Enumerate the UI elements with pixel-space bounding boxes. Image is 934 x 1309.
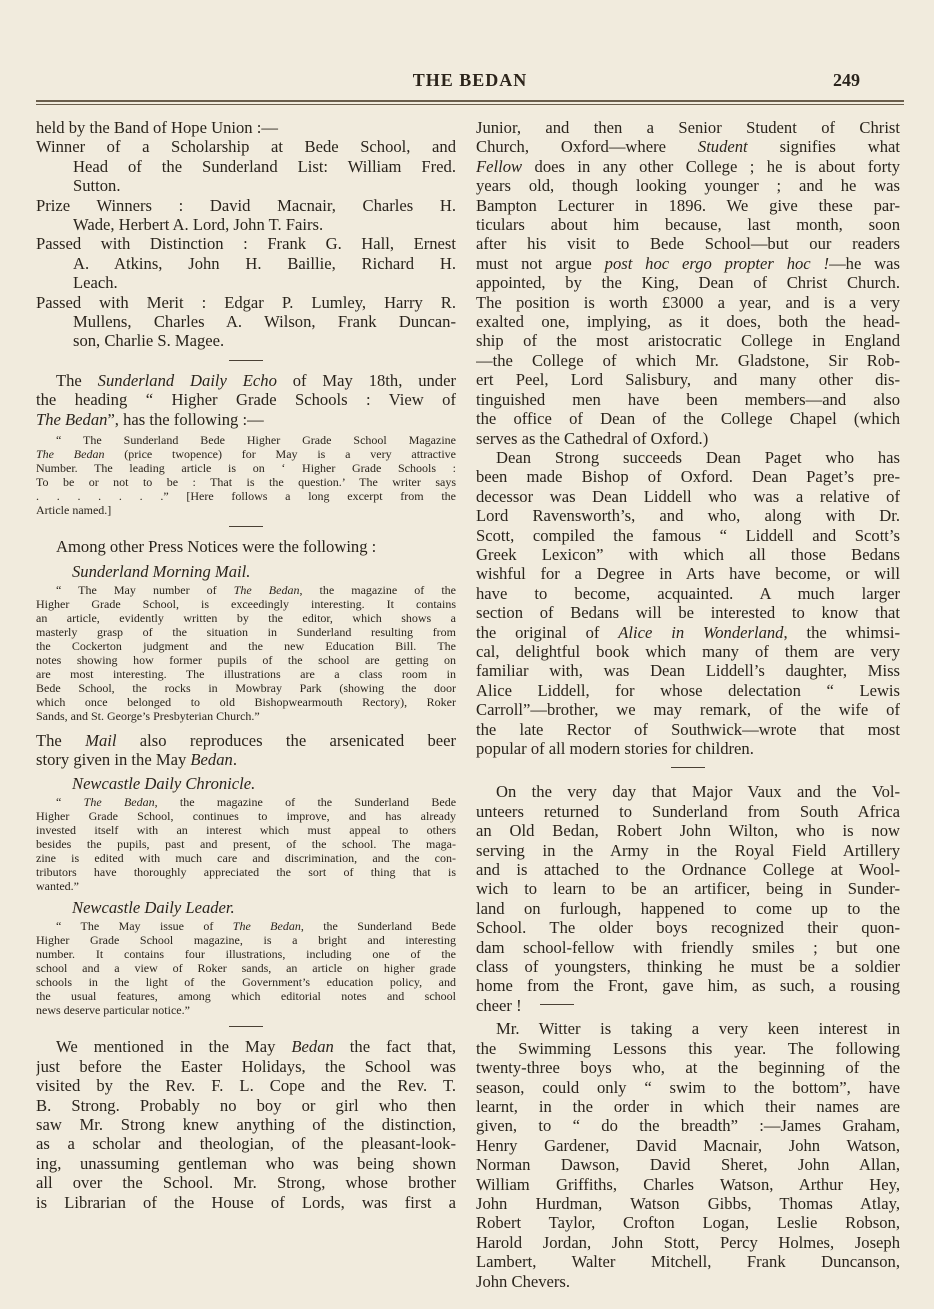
- text-line: notes showing how former pupils of the school are getting on: [36, 652, 456, 667]
- text-line: Robert Taylor, Crofton Logan, Leslie Robson,: [476, 1213, 900, 1233]
- text-line: ing, unassuming gentleman who was being shown: [36, 1153, 456, 1173]
- list-item: [36, 234, 456, 292]
- text-line: Dean Strong succeeds Dean Paget who has: [496, 447, 900, 467]
- text-line: “ The Bedan, the magazine of the Sunderland Bede: [56, 795, 456, 810]
- strong-continued: [476, 118, 900, 448]
- text-line: On the very day that Major Vaux and the Vol-: [496, 782, 900, 802]
- text-line: Winner of a Scholarship at Bede School, and: [36, 137, 456, 157]
- text-line: “ The May number of The Bedan, the magazine of the: [56, 582, 456, 597]
- strong-paragraph: [36, 1037, 456, 1212]
- text-line: A. Atkins, John H. Baillie, Richard H.: [73, 253, 456, 273]
- text-line: ticulars about him because, last month, soon: [476, 215, 900, 235]
- paget-paragraph: [476, 448, 900, 759]
- mail-paragraph: [36, 731, 456, 770]
- chronicle-heading: Newcastle Daily Chronicle.: [72, 774, 256, 794]
- text-line: Harold Jordan, John Stott, Percy Holmes, Joseph: [476, 1232, 900, 1252]
- text-line: Wade, Herbert A. Lord, John T. Fairs.: [73, 215, 324, 235]
- leader-heading: Newcastle Daily Leader.: [72, 898, 235, 918]
- morning-mail-heading: Sunderland Morning Mail.: [72, 561, 251, 581]
- text-line: Fellow does in any other College ; he is about forty: [476, 156, 900, 176]
- text-line: visited by the Rev. F. L. Cope and the Rev. T.: [36, 1076, 456, 1096]
- text-line: the original of Alice in Wonderland, the whimsi-: [476, 622, 900, 642]
- page-number: 249: [833, 70, 860, 90]
- text-line: Norman Dawson, David Sheret, John Allan,: [476, 1155, 900, 1175]
- text-line: just before the Easter Holidays, the School was: [36, 1056, 456, 1076]
- text-line: Prize Winners : David Macnair, Charles H.: [36, 195, 456, 215]
- text-line: John Hurdman, Watson Gibbs, Thomas Atlay,: [476, 1193, 900, 1213]
- text-line: besides the pupils, past and present, of the school. The maga-: [36, 837, 456, 852]
- text-line: and is attached to the Ordnance College at Wool-: [476, 860, 900, 880]
- text-line: the Cockerton judgment and the new Education Bill. The: [36, 638, 456, 653]
- text-line: Passed with Merit : Edgar P. Lumley, Harry R.: [36, 292, 456, 312]
- section-divider: [229, 1026, 263, 1027]
- text-line: news deserve particular notice.”: [36, 1003, 190, 1018]
- text-line: The position is worth £3000 a year, and is a very: [476, 292, 900, 312]
- text-line: have to become, acquainted. A much larger: [476, 583, 900, 603]
- text-line: Lambert, Walter Mitchell, Frank Duncanson,: [476, 1252, 900, 1272]
- text-line: B. Strong. Probably no boy or girl who then: [36, 1095, 456, 1115]
- text-line: Church, Oxford—where Student signifies what: [476, 137, 900, 157]
- left-column: [36, 118, 456, 1212]
- text-line: wich to learn to be an artificer, being in Sunder-: [476, 879, 900, 899]
- text-line: learnt, in the order in which their names are: [476, 1096, 900, 1116]
- swim-paragraph: [476, 1019, 900, 1291]
- text-line: Carroll”—brother, we may remark, of the wife of: [476, 700, 900, 720]
- morning-mail-quote: [36, 583, 456, 723]
- text-line: schools in the light of the Government’s education policy, and: [36, 975, 456, 990]
- text-line: The Mail also reproduces the arsenicated beer: [36, 730, 456, 750]
- text-line: Alice Liddell, for whose delectation “ Lewis: [476, 680, 900, 700]
- list-item: [36, 196, 456, 235]
- text-line: Bampton Lecturer in 1896. We give these par-: [476, 195, 900, 215]
- text-line: tinguished men have been members—and also: [476, 389, 900, 409]
- press-intro: Among other Press Notices were the following :: [56, 537, 377, 557]
- text-line: all over the School. Mr. Strong, whose brother: [36, 1173, 456, 1193]
- text-line: School. The older boys recognized their quon-: [476, 918, 900, 938]
- text-line: cal, delightful book which many of them are very: [476, 641, 900, 661]
- text-line: Mr. Witter is taking a very keen interest in: [496, 1019, 900, 1039]
- text-line: saw Mr. Strong knew anything of the distinction,: [36, 1114, 456, 1134]
- text-line: serving in the Army in the Royal Field Artillery: [476, 840, 900, 860]
- text-line: Sutton.: [73, 176, 121, 196]
- list-item: [36, 293, 456, 351]
- wilton-paragraph: [476, 782, 900, 995]
- list-item: [36, 137, 456, 195]
- text-line: must not argue post hoc ergo propter hoc !—he was: [476, 253, 900, 273]
- text-line: which once belonged to old Bishopwearmouth Rectory), Roker: [36, 694, 456, 709]
- text-line: Mullens, Charles A. Wilson, Frank Duncan-: [73, 312, 456, 332]
- text-line: section of Bedans will be interested to know that: [476, 603, 900, 623]
- text-line: Bede School, the rocks in Mowbray Park (showing the door: [36, 680, 456, 695]
- section-divider: [229, 526, 263, 527]
- section-divider: [671, 767, 705, 768]
- text-line: Scott, compiled the famous “ Liddell and Scott’s: [476, 525, 900, 545]
- text-line: exalted one, implying, as it does, both the head-: [476, 312, 900, 332]
- text-line: Leach.: [73, 273, 118, 293]
- text-line: an article, evidently written by the editor, which shows a: [36, 610, 456, 625]
- text-line: decessor was Dean Liddell who was a relative of: [476, 486, 900, 506]
- text-line: “ The Sunderland Bede Higher Grade School Magazine: [56, 433, 456, 448]
- header-rule: [36, 100, 904, 102]
- text-line: is Librarian of the House of Lords, was first a: [36, 1192, 456, 1212]
- text-line: the usual features, among which editorial notes and school: [36, 989, 456, 1004]
- text-line: twenty-three boys who, at the beginning of the: [476, 1058, 900, 1078]
- header-rule-thin: [36, 104, 904, 105]
- section-divider: [229, 360, 263, 361]
- page-header: [36, 66, 904, 96]
- list-intro: held by the Band of Hope Union :—: [36, 118, 278, 137]
- text-line: Lord Ravensworth’s, and who, along with Dr.: [476, 506, 900, 526]
- text-line: We mentioned in the May Bedan the fact that,: [56, 1037, 456, 1057]
- text-line: The Bedan (price twopence) for May is a very attractive: [36, 447, 456, 462]
- text-line: “ The May issue of The Bedan, the Sunderland Bede: [56, 919, 456, 934]
- echo-quote: [36, 433, 456, 517]
- text-line: after his visit to Bede School—but our readers: [476, 234, 900, 254]
- chronicle-quote: [36, 795, 456, 893]
- text-line: years old, though looking younger ; and he was: [476, 176, 900, 196]
- text-line: William Griffiths, Charles Watson, Arthur Hey,: [476, 1174, 900, 1194]
- section-divider: [540, 1004, 574, 1005]
- text-line: Passed with Distinction : Frank G. Hall, Ernest: [36, 234, 456, 254]
- leader-quote: [36, 919, 456, 1017]
- text-line: popular of all modern stories for children.: [476, 739, 754, 758]
- text-line: The Sunderland Daily Echo of May 18th, under: [56, 370, 456, 390]
- text-line: Greek Lexicon” with which all those Bedans: [476, 544, 900, 564]
- text-line: wanted.”: [36, 879, 79, 894]
- text-line: Higher Grade School, continues to improve, and has already: [36, 809, 456, 824]
- text-line: Sands, and St. George’s Presbyterian Church.”: [36, 708, 260, 723]
- text-line: John Chevers.: [476, 1271, 571, 1291]
- text-line: are most interesting. The illustrations are a class room in: [36, 666, 456, 681]
- text-line: season, could only “ swim to the bottom”, have: [476, 1077, 900, 1097]
- text-line: —the College of which Mr. Gladstone, Sir Rob-: [476, 350, 900, 370]
- text-line: Number. The leading article is on ‘ Higher Grade Schools :: [36, 461, 456, 476]
- text-line: school and a view of Roker sands, an article on higher grade: [36, 961, 456, 976]
- text-line: the office of Dean of the College Chapel (which: [476, 409, 900, 429]
- text-line: Henry Gardener, David Macnair, John Watson,: [476, 1135, 900, 1155]
- text-line: number. It contains four illustrations, including one of the: [36, 947, 456, 962]
- text-line: familiar with, was Dean Liddell’s daughter, Miss: [476, 661, 900, 681]
- text-line: Article named.]: [36, 503, 112, 518]
- echo-paragraph: [36, 371, 456, 429]
- text-line: been made Bishop of Oxford. Dean Paget’s pre-: [476, 467, 900, 487]
- text-line: ert Peel, Lord Salisbury, and many other dis-: [476, 370, 900, 390]
- text-line: son, Charlie S. Magee.: [73, 331, 225, 351]
- text-line: zine is edited with much care and discrimination, and the con-: [36, 851, 456, 866]
- text-line: story given in the May Bedan.: [36, 749, 237, 769]
- text-line: given, to “ do the breadth” :—James Graham,: [476, 1116, 900, 1136]
- wilton-last-line: cheer !: [476, 996, 900, 1015]
- running-title: THE BEDAN: [412, 70, 528, 90]
- text-line: home from the Front, gave him, as such, a rousing: [476, 976, 900, 996]
- text-line: ship of the most aristocratic College in England: [476, 331, 900, 351]
- text-line: . . . . . . .” [Here follows a long excerpt from the: [36, 489, 456, 504]
- text-line: To be or not to be : That is the question.’ The writer says: [36, 475, 456, 490]
- text-line: wishful for a Degree in Arts have become, or will: [476, 564, 900, 584]
- text-line: as a scholar and theologian, of the pleasant-look-: [36, 1134, 456, 1154]
- text-line: serves as the Cathedral of Oxford.): [476, 428, 709, 448]
- text-line: The Bedan”, has the following :—: [36, 409, 264, 429]
- right-column: [476, 118, 900, 1291]
- text-line: the heading “ Higher Grade Schools : View of: [36, 390, 456, 410]
- text-line: appointed, by the King, Dean of Christ Church.: [476, 273, 900, 293]
- text-line: dam school-fellow with friendly smiles ; but one: [476, 937, 900, 957]
- text-line: land on furlough, happened to come up to the: [476, 898, 900, 918]
- text-line: invested itself with an interest which must appeal to others: [36, 823, 456, 838]
- text-line: tributors have thoroughly appreciated the sort of thing that is: [36, 865, 456, 880]
- text-line: unteers returned to Sunderland from South Africa: [476, 801, 900, 821]
- prize-list: [36, 137, 456, 350]
- text-line: class of youngsters, thinking he must be a soldier: [476, 957, 900, 977]
- text-line: masterly grasp of the situation in Sunderland resulting from: [36, 624, 456, 639]
- text-line: the late Rector of Southwick—wrote that most: [476, 719, 900, 739]
- text-line: Higher Grade School, is exceedingly interesting. It contains: [36, 596, 456, 611]
- text-line: Higher Grade School magazine, is a bright and interesting: [36, 933, 456, 948]
- text-line: Head of the Sunderland List: William Fred.: [73, 156, 456, 176]
- text-line: an Old Bedan, Robert John Wilton, who is now: [476, 821, 900, 841]
- text-line: the Swimming Lessons this year. The following: [476, 1038, 900, 1058]
- text-line: Junior, and then a Senior Student of Christ: [476, 118, 900, 137]
